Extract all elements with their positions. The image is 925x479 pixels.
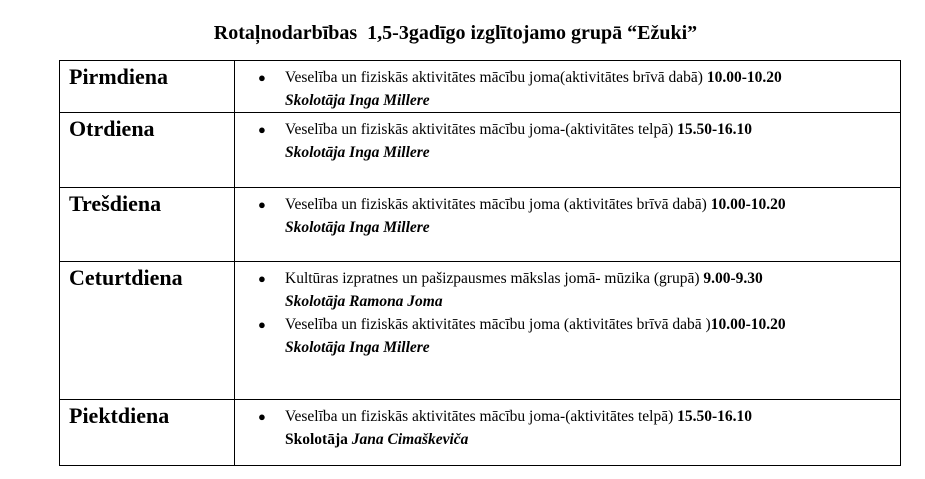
teacher-line — [285, 141, 900, 164]
teacher-name: Inga Millere — [349, 144, 430, 161]
teacher-role: Skolotāja — [285, 339, 346, 356]
activity-item — [258, 267, 900, 290]
day-cell — [60, 188, 235, 262]
activity-item — [258, 313, 900, 336]
bullet-icon: ● — [258, 70, 266, 85]
teacher-name: Inga Millere — [349, 219, 430, 236]
teacher-role: Skolotāja — [285, 293, 346, 310]
activity-time: 10.00-10.20 — [710, 196, 786, 213]
activity-time: 15.50-16.10 — [677, 121, 753, 138]
day-cell — [60, 61, 235, 113]
teacher-name: Ramona Joma — [349, 293, 443, 310]
table-row — [60, 188, 901, 262]
activity-time: 10.00-10.20 — [710, 316, 786, 333]
table-row — [60, 262, 901, 400]
day-cell — [60, 400, 235, 466]
teacher-role: Skolotāja — [285, 92, 346, 109]
bullet-icon: ● — [258, 317, 266, 332]
teacher-line — [285, 216, 900, 239]
schedule-table — [59, 60, 901, 466]
bullet-icon: ● — [258, 122, 266, 137]
activity-text: Veselība un fiziskās aktivitātes mācību joma(aktivitātes brīvā dabā) — [285, 69, 703, 86]
activity-cell — [235, 61, 901, 113]
day-name: Pirmdiena — [69, 64, 168, 89]
teacher-name: Inga Millere — [349, 339, 430, 356]
teacher-line — [285, 290, 900, 313]
activity-cell — [235, 262, 901, 400]
document-title — [0, 22, 925, 45]
activity-text: Veselība un fiziskās aktivitātes mācību joma-(aktivitātes telpā) — [285, 121, 674, 138]
activity-item — [258, 193, 900, 216]
activity-text: Kultūras izpratnes un pašizpausmes mākslas jomā- mūzika (grupā) — [285, 270, 700, 287]
teacher-line — [285, 336, 900, 359]
activity-text: Veselība un fiziskās aktivitātes mācību joma (aktivitātes brīvā dabā ) — [285, 316, 711, 333]
activity-item — [258, 66, 900, 89]
activity-cell — [235, 113, 901, 188]
teacher-name: Jana Cimaškeviča — [351, 431, 469, 448]
activity-item — [258, 405, 900, 428]
teacher-line — [285, 89, 900, 112]
day-cell — [60, 262, 235, 400]
table-row — [60, 113, 901, 188]
activity-cell — [235, 188, 901, 262]
day-name: Ceturtdiena — [69, 265, 183, 290]
teacher-role: Skolotāja — [285, 219, 346, 236]
activity-time: 15.50-16.10 — [677, 408, 753, 425]
teacher-role: Skolotāja — [285, 431, 348, 448]
teacher-line — [285, 428, 900, 451]
document-title-text: Rotaļnodarbības 1,5-3gadīgo izglītojamo grupā “Ežuki” — [213, 22, 698, 44]
table-row — [60, 400, 901, 466]
activity-time: 10.00-10.20 — [706, 69, 782, 86]
activity-text: Veselība un fiziskās aktivitātes mācību joma (aktivitātes brīvā dabā) — [285, 196, 707, 213]
activity-text: Veselība un fiziskās aktivitātes mācību joma-(aktivitātes telpā) — [285, 408, 674, 425]
activity-cell — [235, 400, 901, 466]
bullet-icon: ● — [258, 409, 266, 424]
activity-item — [258, 118, 900, 141]
bullet-icon: ● — [258, 271, 266, 286]
activity-time: 9.00-9.30 — [703, 270, 763, 287]
day-name: Otrdiena — [69, 116, 155, 141]
teacher-name: Inga Millere — [349, 92, 430, 109]
bullet-icon: ● — [258, 197, 266, 212]
day-name: Trešdiena — [69, 191, 162, 216]
day-cell — [60, 113, 235, 188]
teacher-role: Skolotāja — [285, 144, 346, 161]
day-name: Piektdiena — [69, 403, 170, 428]
table-row — [60, 61, 901, 113]
